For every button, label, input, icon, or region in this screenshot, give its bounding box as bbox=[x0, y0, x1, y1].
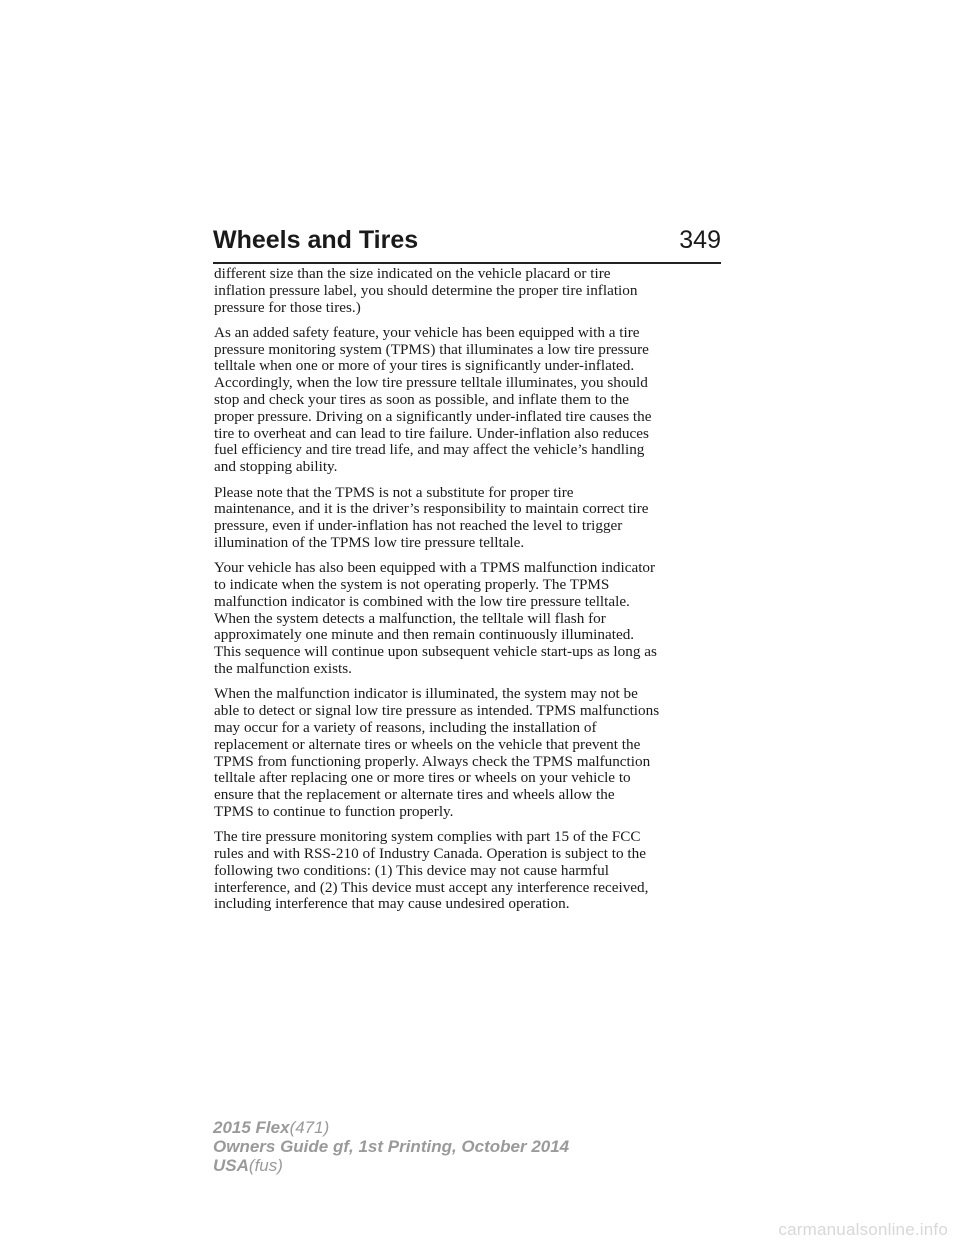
paragraph: When the malfunction indicator is illuminated, the system may not be able to detect or signal low tire pressure as intended. TPMS malfunctions may occur for a variety of reasons, including the installation of replacement or alternate tires or wheels on the vehicle that prevent the TPMS from functioning properly. Always check the TPMS malfunction telltale after replacing one or more tires or wheels on your vehicle to ensure that the replacement or alternate tires and wheels allow the TPMS to continue to function properly. bbox=[214, 685, 660, 820]
paragraph: Your vehicle has also been equipped with a TPMS malfunction indicator to indicate when the system is not operating properly. The TPMS malfunction indicator is combined with the low tire pressure telltale. When the system detects a malfunction, the telltale will flash for approximately one minute and then remain continuously illuminated. This sequence will continue upon subsequent vehicle start-ups as long as the malfunction exists. bbox=[214, 559, 657, 678]
section-title: Wheels and Tires bbox=[213, 226, 419, 254]
footer-line-edition: Owners Guide gf, 1st Printing, October 2014 bbox=[213, 1137, 570, 1156]
footer-market-code: (fus) bbox=[248, 1156, 283, 1175]
page-footer bbox=[213, 1118, 569, 1175]
page-number: 349 bbox=[679, 226, 721, 254]
page-header bbox=[213, 222, 721, 264]
paragraph: different size than the size indicated on the vehicle placard or tire inflation pressure label, you should determine the proper tire inflation pressure for those tires.) bbox=[214, 265, 638, 316]
paragraph: As an added safety feature, your vehicle has been equipped with a tire pressure monitoring system (TPMS) that illuminates a low tire pressure telltale when one or more of your tires is significantly under-inflated. Accordingly, when the low tire pressure telltale illuminates, you should stop and check your tires as soon as possible, and inflate them to the proper pressure. Driving on a significantly under-inflated tire causes the tire to overheat and can lead to tire failure. Under-inflation also reduces fuel efficiency and tire tread life, and may affect the vehicle’s handling and stopping ability. bbox=[214, 323, 652, 476]
footer-line-market bbox=[213, 1156, 569, 1175]
footer-line-model bbox=[213, 1118, 569, 1137]
paragraph: The tire pressure monitoring system complies with part 15 of the FCC rules and with RSS-210 of Industry Canada. Operation is subject to the following two conditions: (1) This device may not cause harmful interference, and (2) This device must accept any interference received, including interference that may cause undesired operation. bbox=[214, 828, 649, 913]
footer-market: USA bbox=[213, 1156, 249, 1175]
body-text bbox=[214, 266, 724, 922]
footer-model-code: (471) bbox=[289, 1118, 330, 1137]
watermark: carmanualsonline.info bbox=[778, 1220, 948, 1239]
paragraph: Please note that the TPMS is not a substitute for proper tire maintenance, and it is the driver’s responsibility to maintain correct tire pressure, even if under-inflation has not reached the level to trigger illumination of the TPMS low tire pressure telltale. bbox=[214, 483, 649, 551]
footer-model: 2015 Flex bbox=[213, 1118, 290, 1137]
